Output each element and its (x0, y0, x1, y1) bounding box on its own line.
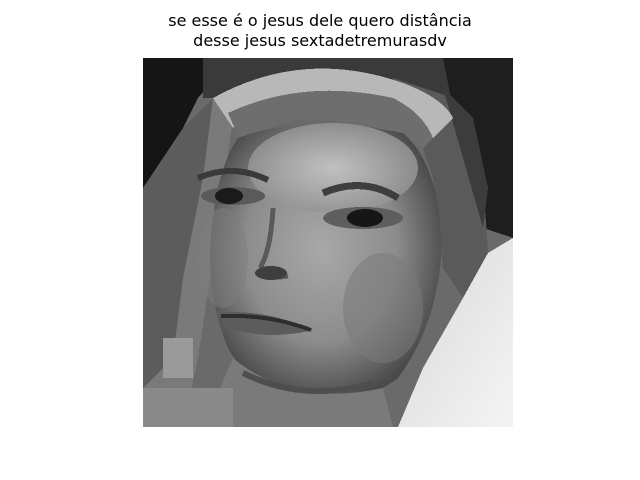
figure-title (0, 11, 640, 51)
right-eye (347, 209, 383, 227)
nose (255, 266, 287, 280)
face-image (143, 58, 513, 427)
left-eye (215, 188, 243, 204)
title-line-2: desse jesus sextadetremurasdv (193, 31, 447, 50)
title-line-1: se esse é o jesus dele quero distância (168, 11, 472, 30)
